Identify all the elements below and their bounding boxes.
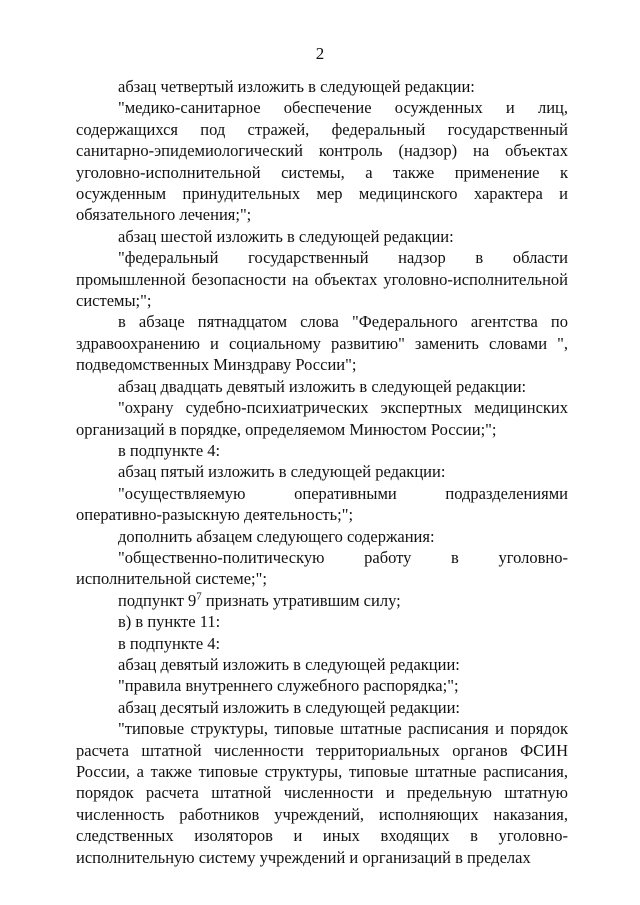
paragraph: абзац девятый изложить в следующей редакции: [118, 654, 460, 674]
paragraph: абзац десятый изложить в следующей редакции: [118, 697, 461, 717]
paragraph: абзац пятый изложить в следующей редакции: [118, 462, 446, 482]
paragraph: "охрану судебно-психиатрических экспертных медицинских организаций в порядке, определяемом Минюстом России;"; [76, 398, 568, 439]
paragraph: в подпункте 4: [118, 633, 221, 653]
paragraph-subpoint-repeal [76, 590, 568, 611]
paragraph: "медико-санитарное обеспечение осужденных и лиц, содержащихся под стражей, федеральный государственный санитарно-эпидемиологический контроль (надзор) на объектах уголовно-исполнительной системы, а также применение к осужденным принудительных мер медицинского характера и обязательного лечения;"; [76, 98, 568, 225]
paragraph: абзац четвертый изложить в следующей редакции: [118, 77, 475, 96]
paragraph: абзац двадцать девятый изложить в следующей редакции: [118, 376, 527, 396]
page-number: 2 [315, 44, 325, 63]
document-body [76, 76, 568, 868]
subpoint-suffix: признать утратившим силу; [201, 590, 401, 610]
paragraph: в подпункте 4: [118, 440, 221, 460]
paragraph: "типовые структуры, типовые штатные расписания и порядок расчета штатной численности территориальных органов ФСИН России, а также типовые структуры, типовые штатные расписания, порядок расчета штатной численности и предельную штатную численность работников учреждений, исполняющих наказания, следственных изоляторов и иных входящих в уголовно-исполнительную систему учреждений и организаций в пределах [76, 719, 568, 867]
paragraph: "правила внутреннего служебного распорядка;"; [118, 676, 459, 696]
paragraph: абзац шестой изложить в следующей редакции: [118, 226, 454, 246]
paragraph: дополнить абзацем следующего содержания: [118, 526, 435, 546]
paragraph: "федеральный государственный надзор в области промышленной безопасности на объектах уголовно-исполнительной системы;"; [76, 248, 568, 311]
subpoint-superscript: 7 [196, 590, 202, 603]
paragraph: в абзаце пятнадцатом слова "Федерального агентства по здравоохранению и социальному развитию" заменить словами ", подведомственных Минздраву России"; [76, 312, 568, 375]
paragraph: "осуществляемую оперативными подразделениями оперативно-разыскную деятельность;"; [76, 483, 568, 525]
subpoint-prefix: подпункт 9 [118, 590, 197, 610]
paragraph: "общественно-политическую работу в уголовно-исполнительной системе;"; [76, 547, 568, 589]
paragraph: в) в пункте 11: [118, 612, 221, 632]
